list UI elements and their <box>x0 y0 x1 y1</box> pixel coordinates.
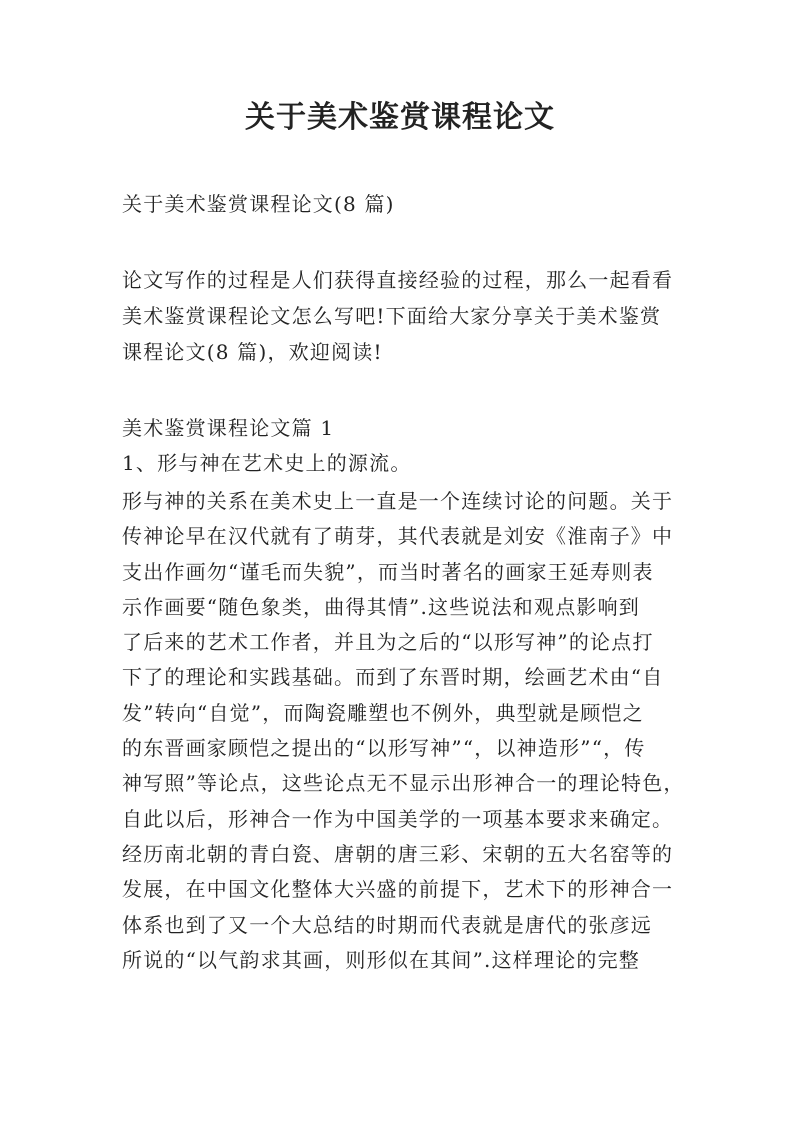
section-headings <box>122 411 687 481</box>
body-line: 下了的理论和实践基础。而到了东晋时期，绘画艺术由“自 <box>122 665 664 690</box>
body-line: 支出作画勿“谨毛而失貌”，而当时著名的画家王延寿则表 <box>122 559 654 584</box>
body-line: 体系也到了又一个大总结的时期而代表就是唐代的张彦远 <box>122 912 652 937</box>
body-line: 自此以后，形神合一作为中国美学的一项基本要求来确定。 <box>122 806 674 831</box>
intro-line: 论文写作的过程是人们获得直接经验的过程，那么一起看看 <box>122 268 674 292</box>
body-line: 了后来的艺术工作者，并且为之后的“以形写神”的论点打 <box>122 630 654 655</box>
body-line: 形与神的关系在美术史上一直是一个连续讨论的问题。关于 <box>122 489 674 513</box>
body-paragraph <box>122 484 687 978</box>
intro-paragraph <box>122 262 687 370</box>
section-heading: 美术鉴赏课程论文篇 1 <box>122 416 335 440</box>
subsection-heading: 1、形与神在艺术史上的源流。 <box>122 451 412 475</box>
intro-line: 课程论文(8 篇)，欢迎阅读! <box>122 340 383 364</box>
body-line: 示作画要“随色象类，曲得其情”.这些说法和观点影响到 <box>122 594 641 619</box>
document-subtitle <box>122 186 687 223</box>
body-line: 传神论早在汉代就有了萌芽，其代表就是刘安《淮南子》中 <box>122 524 674 549</box>
body-line: 所说的“以气韵求其画，则形似在其间”.这样理论的完整 <box>122 947 641 972</box>
body-line: 经历南北朝的青白瓷、唐朝的唐三彩、宋朝的五大名窑等的 <box>122 841 674 866</box>
document-title: 关于美术鉴赏课程论文 <box>245 100 555 135</box>
body-line: 发展，在中国文化整体大兴盛的前提下，艺术下的形神合一 <box>122 877 674 902</box>
intro-line: 美术鉴赏课程论文怎么写吧!下面给大家分享关于美术鉴赏 <box>122 304 662 328</box>
body-line: 的东晋画家顾恺之提出的“以形写神”“，以神造形”“，传 <box>122 736 646 761</box>
body-line: 发”转向“自觉”，而陶瓷雕塑也不例外，典型就是顾恺之 <box>122 700 644 725</box>
body-line: 神写照”等论点，这些论点无不显示出形神合一的理论特色， <box>122 771 685 796</box>
subtitle-line: 关于美术鉴赏课程论文(8 篇) <box>122 192 395 216</box>
